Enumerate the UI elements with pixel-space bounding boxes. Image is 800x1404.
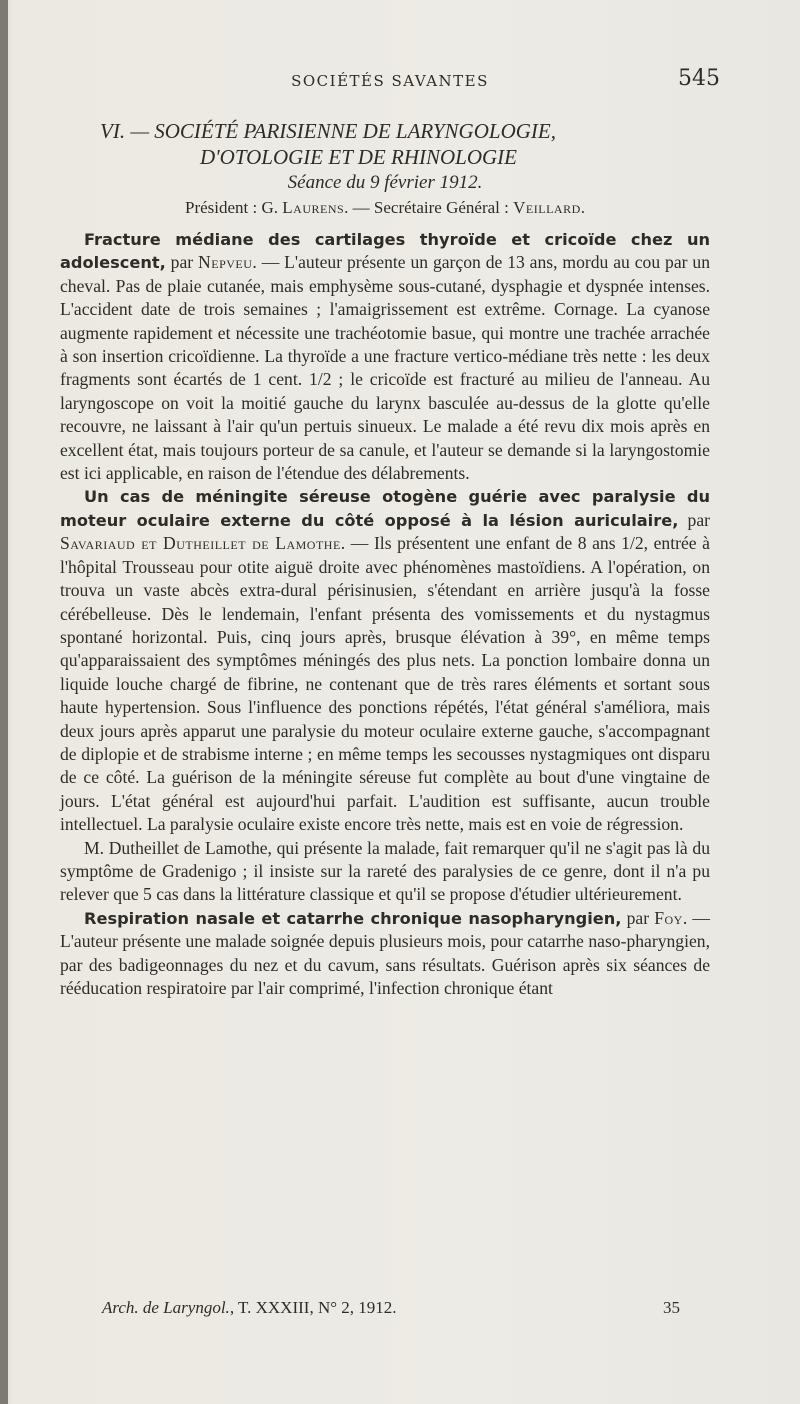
president-label: Président : G. <box>184 198 279 217</box>
binding-edge <box>0 0 8 1404</box>
article-fracture <box>60 228 710 485</box>
secretary-label: . — Secrétaire Général : <box>344 198 509 217</box>
journal-name: Arch. de Laryngol. <box>102 1298 230 1317</box>
secretary-name: Veillard <box>513 198 581 217</box>
signature-mark: 35 <box>663 1298 680 1317</box>
journal-volume: , T. XXXIII, N° 2, 1912. <box>229 1298 397 1317</box>
officers-line <box>60 198 710 218</box>
article-authors: Foy <box>654 907 683 928</box>
president-name: Laurens <box>282 198 345 217</box>
article-body <box>60 228 710 1000</box>
article-title: Fracture médiane des cartilages thyroïde et cricoïde chez un adolescent, <box>60 230 710 273</box>
article-respiration <box>60 907 710 1001</box>
article-by: par <box>678 509 710 530</box>
officers-end: . <box>580 198 585 217</box>
article-text: . — Ils présentent une enfant de 8 ans 1/2, entrée à l'hôpital Trousseau pour otite aiguë droite avec phénomènes mastoïdiens. A l'opération, on trouva un vaste abcès extra-dural périsinusien, s'étendant en arrière jusqu'à la fosse cérébelleuse. Dès le lendemain, l'enfant présenta des vomissements et du nystagmus spontané horizontal. Puis, cinq jours après, brusque élévation à 39°, en même temps qu'apparaissaient des symptômes méningés des plus nets. La ponction lombaire donna un liquide louche chargé de fibrine, ne contenant que de très rares éléments et sortant sous haute hypertension. Sous l'influence des ponctions répétés, l'état général s'améliora, mais deux jours après apparut une paralysie du moteur oculaire externe gauche, s'accompagnant de diplopie et de strabisme interne ; en même temps les secousses nystagmiques ont disparu de ce côté. La guérison de la méningite séreuse fut complète au bout d'une vingtaine de jours. L'état général est aujourd'hui parfait. L'audition est suffisante, aucun trouble intellectuel. La paralysie oculaire existe encore très nette, mais est en voie de régression. <box>60 533 710 835</box>
journal-citation <box>102 1298 397 1318</box>
article-authors: Nepveu <box>198 252 253 273</box>
section-title-line2: D'OTOLOGIE ET DE RHINOLOGIE <box>200 145 517 169</box>
page-number: 545 <box>678 66 720 91</box>
page-footer <box>60 1298 710 1324</box>
section-title-line1: VI. — SOCIÉTÉ PARISIENNE DE LARYNGOLOGIE, <box>100 119 556 143</box>
article-authors: Savariaud et Dutheillet de Lamothe <box>60 533 341 554</box>
article-by: par <box>621 907 655 928</box>
running-head <box>60 66 720 98</box>
article-meningite <box>60 485 710 836</box>
article-text: . — L'auteur présente une malade soignée depuis plusieurs mois, pour catarrhe naso-pharyngien, par des badigeonnages du nez et du cavum, sans résultats. Guérison après six séances de rééducation respiratoire par l'air comprimé, l'infection chronique étant <box>60 907 710 998</box>
article-title: Respiration nasale et catarrhe chronique nasopharyngien, <box>84 908 622 928</box>
discussion-paragraph: M. Dutheillet de Lamothe, qui présente la malade, fait remarquer qu'il ne s'agit pas là du symptôme de Gradenigo ; il insiste sur la rareté des paralysies de ce genre, dont il n'a pu relever que 5 cas dans la littérature classique et qu'il se propose d'étudier ultérieurement. <box>60 837 710 905</box>
article-text: . — L'auteur présente un garçon de 13 ans, mordu au cou par un cheval. Pas de plaie cutanée, mais emphysème sous-cutané, dysphagie et dyspnée intenses. L'accident date de trois semaines ; l'amaigrissement est extrême. Cornage. La cyanose augmente rapidement et nécessite une trachéotomie basue, qui montre une trachée arrachée à son insertion cricoïdienne. La thyroïde a une fracture vertico-médiane très nette : les deux fragments sont écartés de 1 cent. 1/2 ; le cricoïde est fracturé au milieu de l'anneau. Au laryngoscope on voit la moitié gauche du larynx basculée au-dessus de la glotte qu'elle recouvre, ne laissant à l'air qu'un pertuis sinueux. Le malade a été revu dix mois après en excellent état, mais toujours porteur de sa canule, et l'auteur se demande si la laryngostomie est ici applicable, en raison de l'étendue des délabrements. <box>60 252 710 484</box>
article-by: par <box>165 252 199 273</box>
section-title <box>60 118 710 170</box>
session-date: Séance du 9 février 1912. <box>287 172 483 193</box>
running-title: SOCIÉTÉS SAVANTES <box>291 72 489 90</box>
article-title: Un cas de méningite séreuse otogène guérie avec paralysie du moteur oculaire externe du côté opposé à la lésion auriculaire, <box>60 487 710 530</box>
